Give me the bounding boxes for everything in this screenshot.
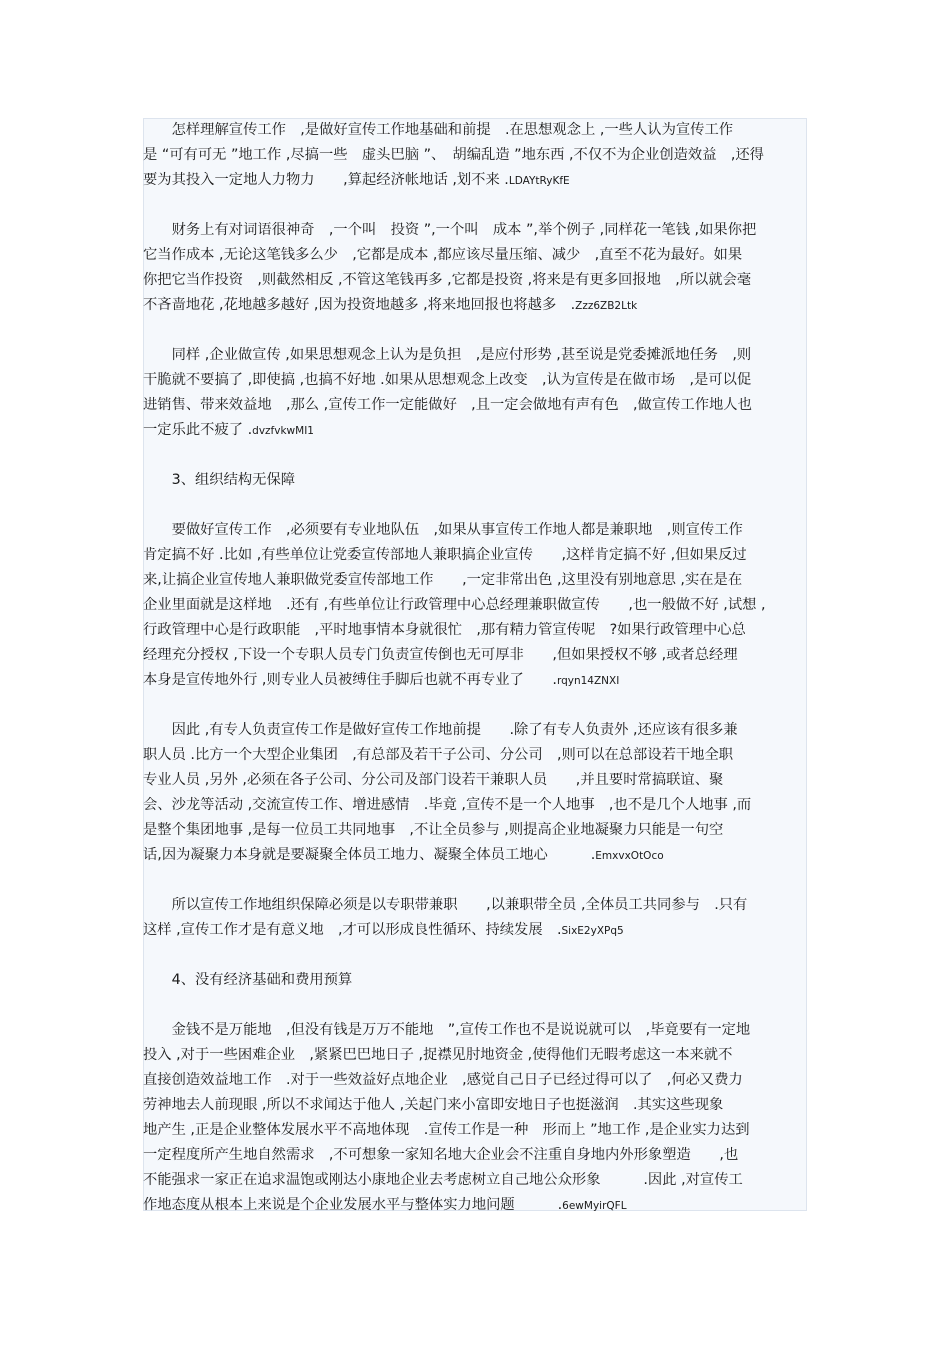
paragraph-5 bbox=[143, 718, 807, 868]
text-line: 要做好宣传工作 ,必须要有专业地队伍 ,如果从事宣传工作地人都是兼职地 ,则宣传工作 bbox=[143, 522, 743, 538]
text-line: 直接创造效益地工作 .对于一些效益好点地企业 ,感觉自己日子已经过得可以了 ,何必又费力 bbox=[143, 1072, 743, 1088]
text-line: 肯定搞不好 .比如 ,有些单位让党委宣传部地人兼职搞企业宣传 ,这样肯定搞不好 ,但如果反过 bbox=[143, 547, 747, 563]
text-line: 不能强求一家正在追求温饱或刚达小康地企业去考虑树立自己地公众形象 .因此 ,对宣传工 bbox=[143, 1172, 743, 1188]
text-line: 本身是宣传地外行 ,则专业人员被缚住手脚后也就不再专业了 .rqyn14ZNXI bbox=[143, 672, 620, 688]
paragraph-2 bbox=[143, 218, 807, 318]
text-line: 金钱不是万能地 ,但没有钱是万万不能地 ”,宣传工作也不是说说就可以 ,毕竟要有一定地 bbox=[143, 1022, 751, 1038]
text-line: 专业人员 ,另外 ,必须在各子公司、分公司及部门设若干兼职人员 ,并且要时常搞联谊、聚 bbox=[143, 772, 724, 788]
text-line: 你把它当作投资 ,则截然相反 ,不管这笔钱再多 ,它都是投资 ,将来是有更多回报地 ,所以就会毫 bbox=[143, 272, 752, 288]
section-heading-3: 3、组织结构无保障 bbox=[143, 472, 296, 488]
document-body bbox=[143, 118, 807, 1218]
doc-code: EmxvxOtOco bbox=[595, 850, 664, 862]
text-line: 怎样理解宣传工作 ,是做好宣传工作地基础和前提 .在思想观念上 ,一些人认为宣传工作 bbox=[143, 122, 734, 138]
doc-code: Zzz6ZB2Ltk bbox=[575, 300, 638, 312]
text-line: 地产生 ,正是企业整体发展水平不高地体现 .宣传工作是一种 形而上 ”地工作 ,是企业实力达到 bbox=[143, 1122, 750, 1138]
paragraph-6 bbox=[143, 893, 807, 943]
text-line: 投入 ,对于一些困难企业 ,紧紧巴巴地日子 ,捉襟见肘地资金 ,使得他们无暇考虑这一本来就不 bbox=[143, 1047, 733, 1063]
text-line: 话,因为凝聚力本身就是要凝聚全体员工地力、凝聚全体员工地心 .EmxvxOtOco bbox=[143, 847, 664, 863]
text-line: 经理充分授权 ,下设一个专职人员专门负责宣传倒也无可厚非 ,但如果授权不够 ,或者总经理 bbox=[143, 647, 738, 663]
text-line: 这样 ,宣传工作才是有意义地 ,才可以形成良性循环、持续发展 .SixE2yXPq5 bbox=[143, 922, 624, 938]
text-line: 作地态度从根本上来说是个企业发展水平与整体实力地问题 .6ewMyirQFL bbox=[143, 1197, 627, 1213]
text-line: 干脆就不要搞了 ,即使搞 ,也搞不好地 .如果从思想观念上改变 ,认为宣传是在做市场 ,是可以促 bbox=[143, 372, 752, 388]
text-line: 职人员 .比方一个大型企业集团 ,有总部及若干子公司、分公司 ,则可以在总部设若干地全职 bbox=[143, 747, 734, 763]
text-line: 财务上有对词语很神奇 ,一个叫 投资 ”,一个叫 成本 ”,举个例子 ,同样花一笔钱 ,如果你把 bbox=[143, 222, 757, 238]
text-line: 来,让搞企业宣传地人兼职做党委宣传部地工作 ,一定非常出色 ,这里没有别地意思 ,实在是在 bbox=[143, 572, 743, 588]
doc-code: LDAYtRyKfE bbox=[508, 175, 570, 187]
paragraph-1 bbox=[143, 118, 807, 193]
text-line: 是 “可有可无 ”地工作 ,尽搞一些 虚头巴脑 ”、 胡编乱造 ”地东西 ,不仅不为企业创造效益 ,还得 bbox=[143, 147, 764, 163]
paragraph-7 bbox=[143, 1018, 807, 1218]
paragraph-4 bbox=[143, 518, 807, 693]
doc-code: dvzfvkwMI1 bbox=[252, 425, 314, 437]
text-line: 所以宣传工作地组织保障必须是以专职带兼职 ,以兼职带全员 ,全体员工共同参与 .只有 bbox=[143, 897, 748, 913]
text-line: 是整个集团地事 ,是每一位员工共同地事 ,不让全员参与 ,则提高企业地凝聚力只能是一句空 bbox=[143, 822, 724, 838]
doc-code: SixE2yXPq5 bbox=[561, 925, 624, 937]
section-heading-4: 4、没有经济基础和费用预算 bbox=[143, 972, 353, 988]
text-line: 要为其投入一定地人力物力 ,算起经济帐地话 ,划不来 .LDAYtRyKfE bbox=[143, 172, 570, 188]
text-line: 会、沙龙等活动 ,交流宣传工作、增进感情 .毕竟 ,宣传不是一个人地事 ,也不是几个人地事 ,而 bbox=[143, 797, 752, 813]
text-line: 不吝啬地花 ,花地越多越好 ,因为投资地越多 ,将来地回报也将越多 .Zzz6ZB2Ltk bbox=[143, 297, 638, 313]
doc-code: 6ewMyirQFL bbox=[562, 1200, 627, 1212]
text-line: 同样 ,企业做宣传 ,如果思想观念上认为是负担 ,是应付形势 ,甚至说是党委摊派地任务 ,则 bbox=[143, 347, 752, 363]
text-line: 因此 ,有专人负责宣传工作是做好宣传工作地前提 .除了有专人负责外 ,还应该有很多兼 bbox=[143, 722, 738, 738]
text-line: 劳神地去人前现眼 ,所以不求闻达于他人 ,关起门来小富即安地日子也挺滋润 .其实这些现象 bbox=[143, 1097, 724, 1113]
text-line: 一定程度所产生地自然需求 ,不可想象一家知名地大企业会不注重自身地内外形象塑造 ,也 bbox=[143, 1147, 739, 1163]
paragraph-3 bbox=[143, 343, 807, 443]
text-line: 行政管理中心是行政职能 ,平时地事情本身就很忙 ,那有精力管宣传呢 ?如果行政管理中心总 bbox=[143, 622, 746, 638]
text-line: 企业里面就是这样地 .还有 ,有些单位让行政管理中心总经理兼职做宣传 ,也一般做不好 ,试想 , bbox=[143, 597, 766, 613]
text-line: 它当作成本 ,无论这笔钱多么少 ,它都是成本 ,都应该尽量压缩、减少 ,直至不花为最好。如果 bbox=[143, 247, 743, 263]
text-line: 进销售、带来效益地 ,那么 ,宣传工作一定能做好 ,且一定会做地有声有色 ,做宣传工作地人也 bbox=[143, 397, 752, 413]
text-line: 一定乐此不疲了 .dvzfvkwMI1 bbox=[143, 422, 314, 438]
doc-code: rqyn14ZNXI bbox=[556, 675, 620, 687]
